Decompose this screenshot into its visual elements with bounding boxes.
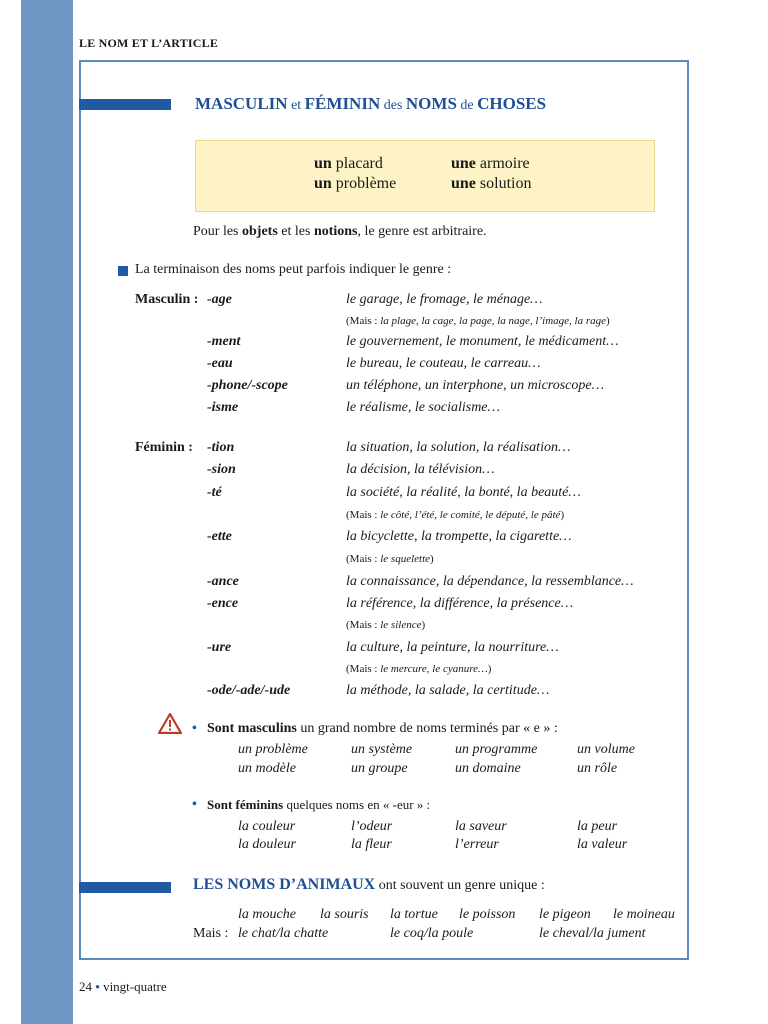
masculin-label: Masculin :	[135, 292, 199, 307]
animal-word: le poisson	[459, 907, 516, 922]
mais-text: (Mais :	[346, 619, 381, 631]
title-part: FÉMININ	[304, 94, 381, 113]
masculins-rule	[207, 721, 558, 737]
suffix: -ence	[207, 596, 239, 611]
animal-pair: le chat/la chatte	[238, 926, 329, 941]
example-word: un domaine	[455, 761, 521, 776]
animal-pair: le coq/la poule	[390, 926, 474, 941]
article: une	[451, 155, 476, 172]
rule-part: Pour les	[193, 224, 242, 239]
example-word: l’odeur	[351, 819, 393, 834]
rule-part: , le genre est arbitraire.	[357, 224, 487, 239]
rule-part: et les	[277, 224, 314, 239]
suffix: -ode/-ade/-ude	[207, 683, 291, 698]
suffix-examples: le réalisme, le socialisme…	[346, 400, 500, 415]
close-paren: )	[430, 553, 434, 565]
example-item	[314, 155, 383, 173]
title-rest: ont souvent un genre unique :	[375, 878, 545, 893]
example-word: un système	[351, 742, 413, 757]
example-word: un problème	[238, 742, 308, 757]
example-word: un programme	[455, 742, 538, 757]
section-bar	[79, 882, 171, 893]
exception-words: le côté, l’été, le comité, le député, le pâté	[380, 509, 561, 521]
page-footer	[79, 979, 167, 995]
close-paren: )	[606, 315, 610, 327]
suffix-examples: la connaissance, la dépendance, la ressemblance…	[346, 574, 634, 589]
page-number-words: vingt-quatre	[103, 979, 167, 994]
suffix: -tion	[207, 440, 235, 455]
close-paren: )	[560, 509, 565, 521]
suffix-examples: la référence, la différence, la présence…	[346, 596, 574, 611]
title-part: CHOSES	[477, 94, 547, 113]
suffix-examples: un téléphone, un interphone, un microscope…	[346, 378, 605, 393]
suffix: -age	[207, 292, 232, 307]
rule-part: objets	[242, 224, 278, 239]
section-title-masculin-feminin	[195, 94, 546, 114]
rule-bold: Sont masculins	[207, 721, 297, 736]
exception-note	[346, 315, 610, 327]
title-part: et	[287, 98, 305, 113]
suffix: -ance	[207, 574, 239, 589]
exception-note	[346, 553, 434, 565]
feminin-label: Féminin :	[135, 440, 193, 455]
mais-label: Mais :	[193, 926, 229, 941]
suffix-examples: le bureau, le couteau, le carreau…	[346, 356, 541, 371]
example-word: l’erreur	[455, 837, 499, 852]
exception-note	[346, 509, 564, 521]
example-word: un volume	[577, 742, 635, 757]
title-part: NOMS	[405, 94, 457, 113]
bullet-icon: •	[95, 979, 100, 994]
rule-part: notions	[313, 224, 358, 239]
example-word: la peur	[577, 819, 618, 834]
suffix-examples: le gouvernement, le monument, le médicament…	[346, 334, 619, 349]
page-number: 24	[79, 979, 92, 994]
mais-text: (Mais :	[346, 553, 381, 565]
mais-text: (Mais :	[346, 509, 381, 521]
animal-pair: le cheval/la jument	[539, 926, 646, 941]
rule-rest: un grand nombre de noms terminés par « e » :	[296, 721, 558, 736]
suffix-examples: la bicyclette, la trompette, la cigarette…	[346, 529, 572, 544]
exception-words: le silence	[380, 619, 422, 631]
left-margin-band	[21, 0, 73, 1024]
suffix-examples: la société, la réalité, la bonté, la beauté…	[346, 485, 581, 500]
example-word: la valeur	[577, 837, 628, 852]
noun: problème	[331, 175, 397, 192]
article: une	[451, 175, 476, 192]
example-item	[314, 175, 396, 193]
exception-words: le mercure, le cyanure…	[380, 663, 488, 675]
animal-word: la tortue	[390, 907, 438, 922]
suffix-examples: la décision, la télévision…	[346, 462, 495, 477]
mais-text: (Mais :	[346, 315, 381, 327]
noun: solution	[475, 175, 532, 192]
example-word: la douleur	[238, 837, 296, 852]
suffix: -phone/-scope	[207, 378, 288, 393]
article: un	[314, 155, 332, 172]
suffix-examples: la culture, la peinture, la nourriture…	[346, 640, 559, 655]
section-title-animaux	[193, 876, 545, 894]
example-word: un modèle	[238, 761, 296, 776]
animal-word: la souris	[320, 907, 369, 922]
title-part: des	[380, 98, 406, 113]
title-main: LES NOMS D’ANIMAUX	[193, 876, 376, 893]
square-bullet-icon	[118, 266, 128, 276]
section-bar	[79, 99, 171, 110]
warning-triangle-icon	[158, 713, 182, 734]
example-word: la couleur	[238, 819, 296, 834]
terminaison-intro: La terminaison des noms peut parfois indiquer le genre :	[135, 262, 452, 277]
suffix: -ment	[207, 334, 241, 349]
exception-words: le squelette	[380, 553, 431, 565]
animal-word: le pigeon	[539, 907, 591, 922]
suffix-examples: la situation, la solution, la réalisation…	[346, 440, 571, 455]
suffix: -sion	[207, 462, 236, 477]
mais-text: (Mais :	[346, 663, 381, 675]
feminins-rule	[207, 797, 430, 813]
bullet-icon: •	[192, 797, 197, 812]
exception-note	[346, 663, 491, 675]
animal-word: le moineau	[613, 907, 675, 922]
rule-bold: Sont féminins	[207, 797, 284, 812]
suffix: -eau	[207, 356, 233, 371]
noun: placard	[331, 155, 383, 172]
article: un	[314, 175, 332, 192]
title-part: MASCULIN	[195, 94, 288, 113]
suffix-examples: la méthode, la salade, la certitude…	[346, 683, 550, 698]
suffix: -té	[207, 485, 222, 500]
bullet-icon: •	[192, 721, 197, 736]
suffix-examples: le garage, le fromage, le ménage…	[346, 292, 543, 307]
animal-word: la mouche	[238, 907, 296, 922]
example-word: un groupe	[351, 761, 408, 776]
suffix: -ure	[207, 640, 232, 655]
exception-note	[346, 619, 425, 631]
suffix: -isme	[207, 400, 239, 415]
example-word: la fleur	[351, 837, 392, 852]
chapter-header: LE NOM ET L’ARTICLE	[79, 36, 219, 50]
example-item	[451, 175, 531, 193]
example-word: un rôle	[577, 761, 618, 776]
example-item	[451, 155, 530, 173]
noun: armoire	[475, 155, 530, 172]
rule-rest: quelques noms en « -eur » :	[283, 797, 431, 812]
rule-text	[193, 224, 487, 240]
suffix: -ette	[207, 529, 232, 544]
example-box	[195, 140, 655, 212]
example-word: la saveur	[455, 819, 507, 834]
title-part: de	[456, 98, 478, 113]
close-paren: )	[487, 663, 492, 675]
exception-words: la plage, la cage, la page, la nage, l’image, la rage	[380, 315, 606, 327]
close-paren: )	[421, 619, 426, 631]
